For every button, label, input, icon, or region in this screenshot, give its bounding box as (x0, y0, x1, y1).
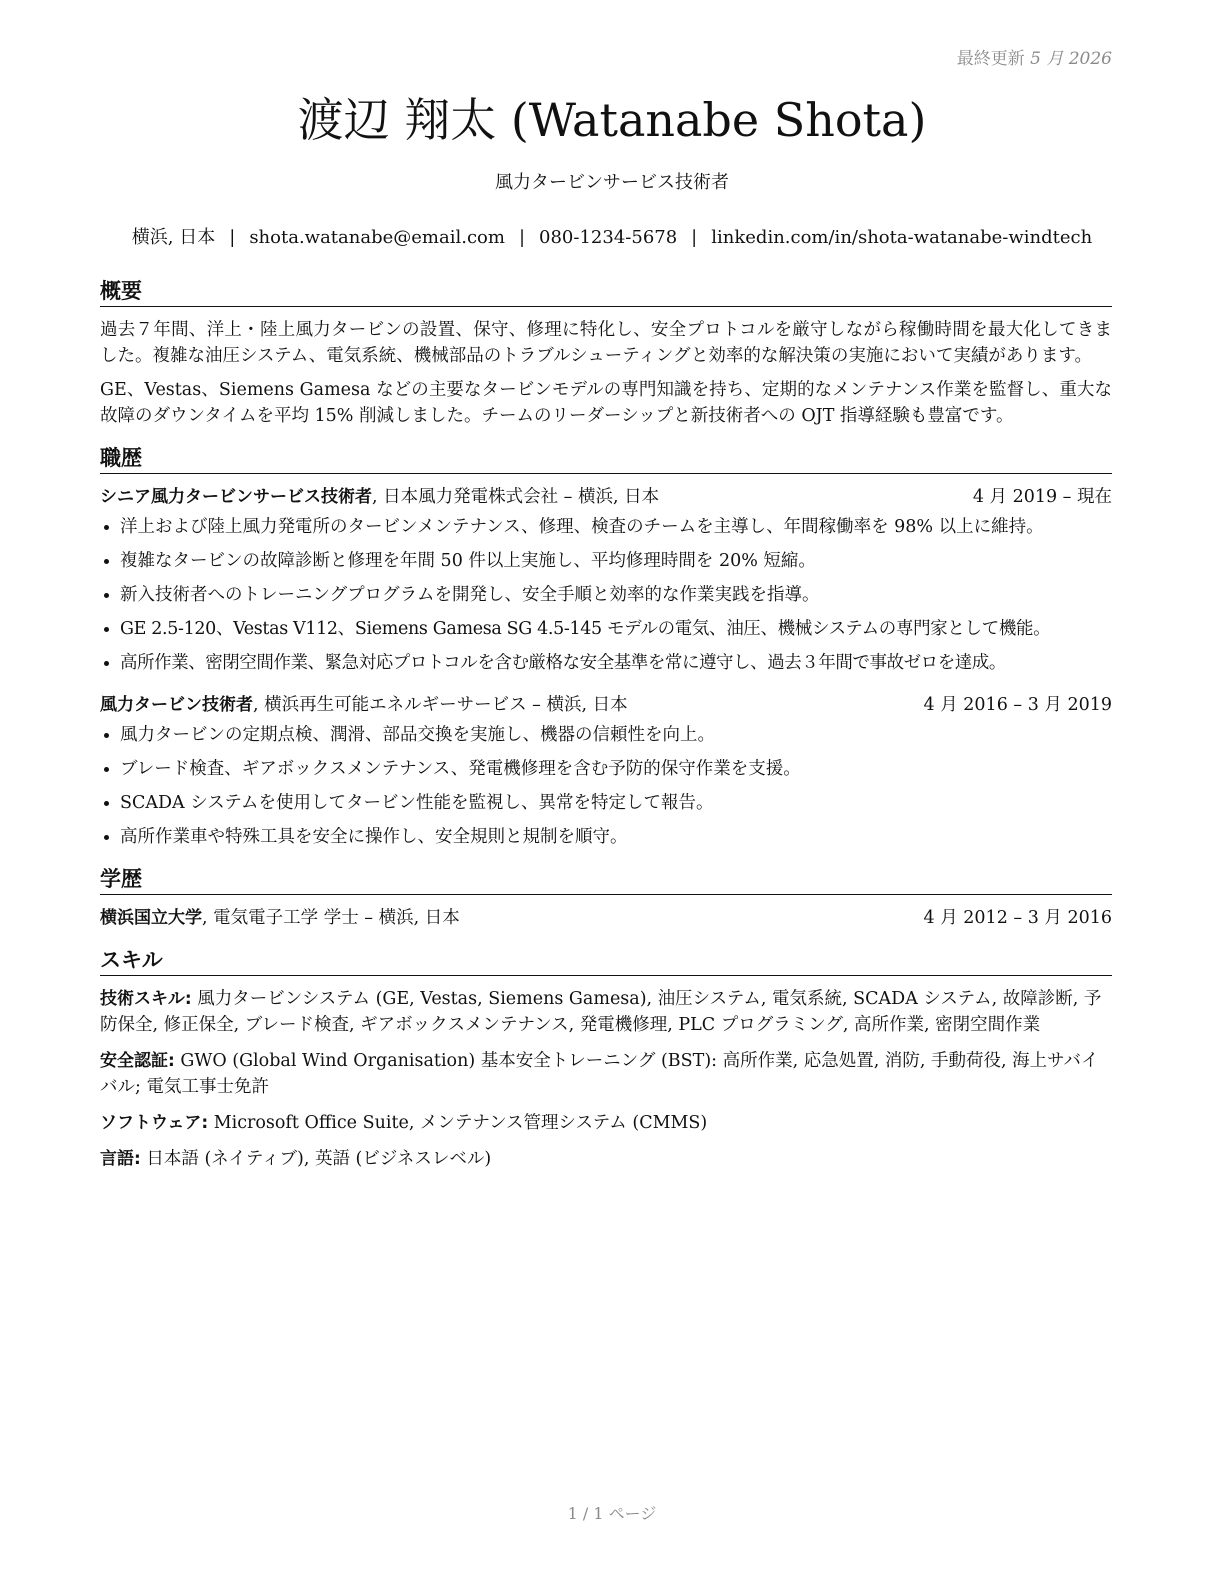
job-org: , 横浜再生可能エネルギーサービス – 横浜, 日本 (253, 695, 628, 715)
contact-line (0, 225, 1224, 251)
job-title: 風力タービンサービス技術者 (495, 172, 729, 193)
section-title-summary: 概要 (100, 276, 1112, 307)
education-detail: , 電気電子工学 学士 – 横浜, 日本 (202, 908, 460, 928)
list-item: • ブレード検査、ギアボックスメンテナンス、発電機修理を含む予防的保守作業を支援。 (120, 756, 1112, 782)
contact-separator: | (229, 227, 236, 248)
skill-label: 安全認証: (100, 1051, 175, 1071)
education-section (100, 864, 1112, 931)
skill-text: 日本語 (ネイティブ), 英語 (ビジネスレベル) (140, 1149, 492, 1169)
section-title-experience: 職歴 (100, 443, 1112, 474)
contact-separator: | (518, 227, 526, 248)
last-updated (957, 44, 1112, 69)
school-name: 横浜国立大学 (100, 908, 202, 928)
skill-line (100, 986, 1112, 1038)
list-item: • 高所作業、密閉空間作業、緊急対応プロトコルを含む厳格な安全基準を常に遵守し、過去３年間で事故ゼロを達成。 (120, 650, 1112, 676)
contact-email[interactable]: shota.watanabe@email.com (249, 227, 505, 248)
resume-body (100, 276, 1112, 1186)
skill-line (100, 1048, 1112, 1100)
list-item: • 複雑なタービンの故障診断と修理を年間 50 件以上実施し、平均修理時間を 20% 短縮。 (120, 548, 1112, 574)
skill-label: 技術スキル: (100, 989, 192, 1009)
skill-text: 風力タービンシステム (GE, Vestas, Siemens Gamesa), 油圧システム, 電気系統, SCADA システム, 故障診断, 予防保全, 修正保全, ブレード検査, ギアボックスメンテナンス, 発電機修理, PLC プログラミング, 高所作業, 密閉空間作業 (100, 989, 1102, 1035)
job-header (100, 692, 1112, 718)
last-updated-prefix: 最終更新 (956, 49, 1025, 69)
list-item: • GE 2.5-120、Vestas V112、Siemens Gamesa SG 4.5-145 モデルの電気、油圧、機械システムの専門家として機能。 (120, 616, 1112, 642)
list-item: • 洋上および陸上風力発電所のタービンメンテナンス、修理、検査のチームを主導し、年間稼働率を 98% 以上に維持。 (120, 514, 1112, 540)
contact-separator: | (691, 227, 698, 248)
summary-section (100, 276, 1112, 429)
summary-paragraph: 過去７年間、洋上・陸上風力タービンの設置、保守、修理に特化し、安全プロトコルを厳守しながら稼働時間を最大化してきました。複雑な油圧システム、電気系統、機械部品のトラブルシューティングと効率的な解決策の実施において実績があります。 (100, 320, 1112, 366)
job-bullets (100, 514, 1112, 676)
job-role: 風力タービン技術者 (100, 695, 253, 715)
page-number: 1 / 1 ページ (567, 1504, 657, 1523)
skills-section (100, 945, 1112, 1172)
skill-line (100, 1146, 1112, 1172)
skill-text: Microsoft Office Suite, メンテナンス管理システム (CMMS) (208, 1113, 708, 1133)
job-bullets (100, 722, 1112, 850)
list-item: • 高所作業車や特殊工具を安全に操作し、安全規則と規制を順守。 (120, 824, 1112, 850)
list-item: • 風力タービンの定期点検、潤滑、部品交換を実施し、機器の信頼性を向上。 (120, 722, 1112, 748)
summary-paragraph: GE、Vestas、Siemens Gamesa などの主要なタービンモデルの専門知識を持ち、定期的なメンテナンス作業を監督し、重大な故障のダウンタイムを平均 15% 削減しました。チームのリーダーシップと新技術者への OJT 指導経験も豊富です。 (100, 380, 1112, 426)
job-role: シニア風力タービンサービス技術者 (100, 487, 372, 507)
skill-text: GWO (Global Wind Organisation) 基本安全トレーニング (BST): 高所作業, 応急処置, 消防, 手動荷役, 海上サバイバル; 電気工事士免許 (100, 1051, 1099, 1097)
skill-line (100, 1110, 1112, 1136)
section-title-skills: スキル (100, 945, 1112, 976)
section-title-education: 学歴 (100, 864, 1112, 895)
job-dates: 4 月 2019 – 現在 (972, 487, 1112, 507)
education-dates: 4 月 2012 – 3 月 2016 (923, 908, 1112, 928)
list-item: • SCADA システムを使用してタービン性能を監視し、異常を特定して報告。 (120, 790, 1112, 816)
list-item: • 新入技術者へのトレーニングプログラムを開発し、安全手順と効率的な作業実践を指導。 (120, 582, 1112, 608)
contact-phone[interactable]: 080-1234-5678 (539, 227, 678, 248)
job-org: , 日本風力発電株式会社 – 横浜, 日本 (372, 487, 660, 507)
job-dates: 4 月 2016 – 3 月 2019 (923, 695, 1112, 715)
skill-label: ソフトウェア: (100, 1113, 209, 1133)
last-updated-date: 5 月 2026 (1030, 49, 1112, 69)
skill-label: 言語: (100, 1149, 141, 1169)
contact-linkedin[interactable]: linkedin.com/in/shota-watanabe-windtech (711, 227, 1093, 248)
person-name: 渡辺 翔太 (Watanabe Shota) (297, 93, 927, 147)
job-header (100, 484, 1112, 510)
experience-section (100, 443, 1112, 850)
contact-location: 横浜, 日本 (131, 227, 216, 248)
education-entry (100, 905, 1112, 931)
